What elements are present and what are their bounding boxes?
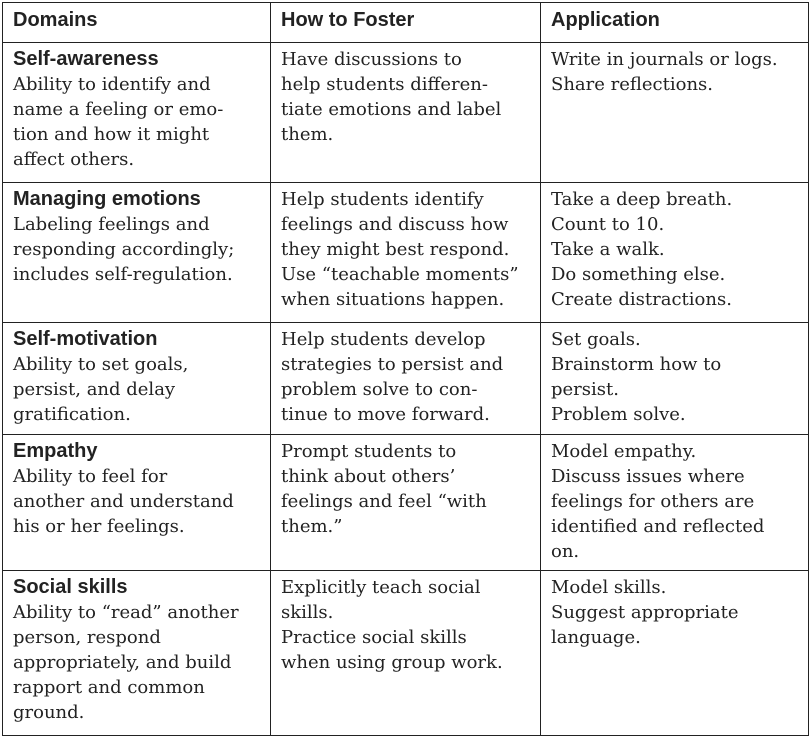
foster-line: Use “teachable moments” (281, 264, 519, 285)
header-how-to-foster: How to Foster (271, 3, 541, 43)
application-cell (541, 571, 809, 736)
application-line: Write in journals or logs. (551, 49, 778, 70)
application-line: Problem solve. (551, 404, 686, 425)
application-line: Share reflections. (551, 74, 714, 95)
table-row (3, 323, 809, 435)
description-line: Ability to “read” another (13, 602, 239, 623)
application-line: identified and reflected (551, 516, 765, 537)
table-row (3, 571, 809, 736)
domain-name: Empathy (13, 440, 98, 462)
foster-line: tinue to move forward. (281, 404, 490, 425)
application-line: feelings for others are (551, 491, 755, 512)
foster-line: when situations happen. (281, 289, 505, 310)
application-line: Count to 10. (551, 214, 665, 235)
description-line: rapport and common (13, 677, 205, 698)
domain-name: Self-awareness (13, 48, 159, 70)
domain-cell (3, 435, 271, 571)
application-cell (541, 43, 809, 183)
application-line: Model skills. (551, 577, 667, 598)
description-line: Ability to feel for (13, 466, 168, 487)
description-line: ground. (13, 702, 85, 723)
application-cell (541, 323, 809, 435)
foster-line: skills. (281, 602, 334, 623)
sel-domains-table (2, 2, 809, 736)
description-line: his or her feelings. (13, 516, 185, 537)
foster-line: problem solve to con- (281, 379, 478, 400)
header-domains: Domains (3, 3, 271, 43)
foster-cell (271, 435, 541, 571)
application-line: Discuss issues where (551, 466, 745, 487)
application-line: Model empathy. (551, 441, 697, 462)
application-line: Suggest appropriate (551, 602, 739, 623)
domain-name: Self-motivation (13, 328, 158, 350)
application-line: on. (551, 541, 580, 562)
foster-line: think about others’ (281, 466, 456, 487)
domain-cell (3, 323, 271, 435)
domain-cell (3, 43, 271, 183)
header-application: Application (541, 3, 809, 43)
foster-line: when using group work. (281, 652, 503, 673)
foster-line: Help students identify (281, 189, 484, 210)
application-line: persist. (551, 379, 619, 400)
foster-line: feelings and discuss how (281, 214, 509, 235)
application-line: Take a deep breath. (551, 189, 733, 210)
description-line: appropriately, and build (13, 652, 232, 673)
foster-line: tiate emotions and label (281, 99, 502, 120)
table-row (3, 435, 809, 571)
application-cell (541, 183, 809, 323)
description-line: persist, and delay (13, 379, 176, 400)
foster-line: them. (281, 124, 334, 145)
header-row (3, 3, 809, 43)
description-line: Ability to identify and (13, 74, 211, 95)
foster-cell (271, 183, 541, 323)
application-line: language. (551, 627, 641, 648)
description-line: person, respond (13, 627, 161, 648)
description-line: includes self-regulation. (13, 264, 233, 285)
domain-cell (3, 183, 271, 323)
domain-name: Managing emotions (13, 188, 201, 210)
foster-line: Help students develop (281, 329, 486, 350)
description-line: responding accordingly; (13, 239, 235, 260)
description-line: name a feeling or emo- (13, 99, 224, 120)
description-line: Ability to set goals, (13, 354, 189, 375)
application-line: Create distractions. (551, 289, 732, 310)
description-line: another and understand (13, 491, 234, 512)
description-line: affect others. (13, 149, 135, 170)
description-line: gratification. (13, 404, 131, 425)
application-line: Do something else. (551, 264, 726, 285)
table-row (3, 183, 809, 323)
foster-line: Explicitly teach social (281, 577, 481, 598)
application-line: Set goals. (551, 329, 641, 350)
domain-cell (3, 571, 271, 736)
foster-cell (271, 43, 541, 183)
foster-line: them.” (281, 516, 343, 537)
description-line: tion and how it might (13, 124, 210, 145)
application-line: Brainstorm how to (551, 354, 722, 375)
application-line: Take a walk. (551, 239, 665, 260)
foster-line: Prompt students to (281, 441, 457, 462)
foster-line: Practice social skills (281, 627, 467, 648)
application-cell (541, 435, 809, 571)
foster-line: Have discussions to (281, 49, 462, 70)
foster-line: strategies to persist and (281, 354, 504, 375)
foster-line: help students differen- (281, 74, 488, 95)
table-row (3, 43, 809, 183)
foster-line: feelings and feel “with (281, 491, 487, 512)
foster-line: they might best respond. (281, 239, 510, 260)
foster-cell (271, 571, 541, 736)
domain-name: Social skills (13, 576, 128, 598)
description-line: Labeling feelings and (13, 214, 210, 235)
foster-cell (271, 323, 541, 435)
